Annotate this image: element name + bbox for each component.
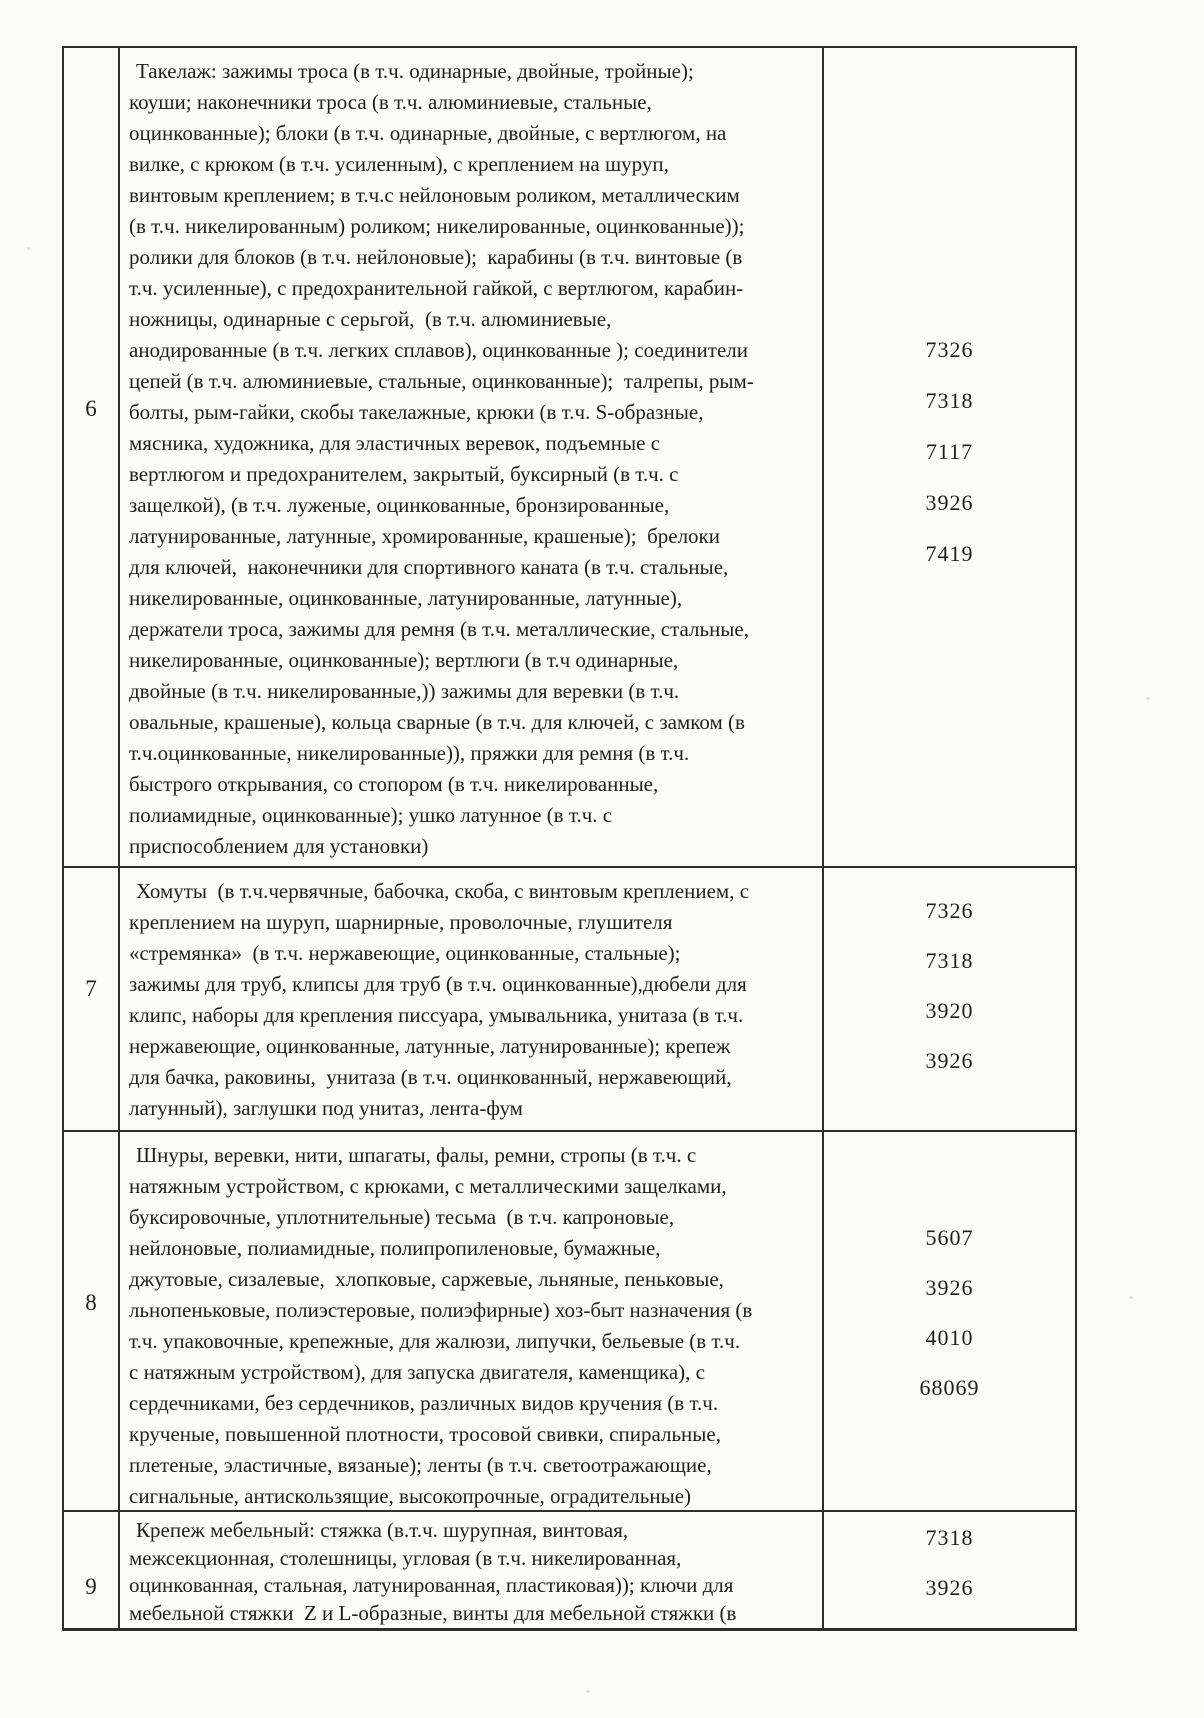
description-line: Такелаж: зажимы троса (в т.ч. одинарные, двойные, тройные); [136, 59, 694, 83]
code-value: 5607 [925, 1225, 974, 1250]
description-line: буксировочные, уплотнительные) тесьма (в т.ч. капроновые, [129, 1205, 675, 1229]
description-line: вилке, с крюком (в т.ч. усиленным), с креплением на шуруп, [129, 152, 669, 176]
code-value: 4010 [925, 1325, 974, 1350]
description-line: для бачка, раковины, унитаза (в т.ч. оцинкованный, нержавеющий, [129, 1065, 732, 1089]
description-line: анодированные (в т.ч. легких сплавов), оцинкованные ); соединители [129, 338, 748, 362]
description-line: нержавеющие, оцинкованные, латунные, латунированные); крепеж [129, 1034, 731, 1058]
table-row [64, 866, 1075, 1130]
description-line: крученые, повышенной плотности, тросовой свивки, спиральные, [129, 1422, 721, 1446]
row-codes [824, 1132, 1075, 1510]
description-line: плетеные, эластичные, вязаные); ленты (в т.ч. светоотражающие, [129, 1453, 712, 1477]
code-value: 3926 [925, 1275, 974, 1300]
row-description [118, 1132, 824, 1510]
row-number: 6 [85, 396, 97, 421]
row-description [118, 1512, 824, 1628]
description-line: с натяжным устройством), для запуска двигателя, каменщика), с [129, 1360, 705, 1384]
description-line: креплением на шуруп, шарнирные, проволочные, глушителя [129, 910, 673, 934]
description-line: «стремянка» (в т.ч. нержавеющие, оцинкованные, стальные); [129, 941, 681, 965]
description-line: цепей (в т.ч. алюминиевые, стальные, оцинкованные); талрепы, рым- [129, 369, 754, 393]
scan-speck [1146, 697, 1150, 700]
description-line: сердечниками, без сердечников, различных видов кручения (в т.ч. [129, 1391, 719, 1415]
description-line: коуши; наконечники троса (в т.ч. алюминиевые, стальные, [129, 90, 652, 114]
code-value: 7318 [925, 948, 974, 973]
code-value: 3926 [925, 1575, 974, 1600]
description-line: нейлоновые, полиамидные, полипропиленовые, бумажные, [129, 1236, 661, 1260]
description-line: Хомуты (в т.ч.червячные, бабочка, скоба, с винтовым креплением, с [136, 879, 750, 903]
scan-speck [1129, 1296, 1133, 1299]
code-value: 3926 [925, 1048, 974, 1073]
description-line: т.ч. упаковочные, крепежные, для жалюзи, липучки, бельевые (в т.ч. [129, 1329, 741, 1353]
description-line: зажимы для труб, клипсы для труб (в т.ч. оцинкованные),дюбели для [129, 972, 747, 996]
code-value: 3920 [925, 998, 974, 1023]
description-line: никелированные, оцинкованные); вертлюги (в т.ч одинарные, [129, 648, 679, 672]
description-line: т.ч.оцинкованные, никелированные)), пряжки для ремня (в т.ч. [129, 741, 690, 765]
description-line: мясника, художника, для эластичных веревок, подъемные с [129, 431, 661, 455]
description-line: полиамидные, оцинкованные); ушко латунное (в т.ч. с [129, 803, 613, 827]
row-number: 9 [85, 1574, 97, 1599]
description-line: ножницы, одинарные с серьгой, (в т.ч. алюминиевые, [129, 307, 612, 331]
scan-speck [586, 1690, 590, 1693]
scan-speck [27, 247, 30, 250]
code-value: 7326 [925, 898, 974, 923]
description-line: двойные (в т.ч. никелированные,)) зажимы для веревки (в т.ч. [129, 679, 680, 703]
description-line: оцинкованные); блоки (в т.ч. одинарные, двойные, с вертлюгом, на [129, 121, 727, 145]
description-line: для ключей, наконечники для спортивного каната (в т.ч. стальные, [129, 555, 729, 579]
code-value: 7318 [925, 1525, 974, 1550]
description-line: болты, рым-гайки, скобы такелажные, крюки (в т.ч. S-образные, [129, 400, 704, 424]
description-line: клипс, наборы для крепления писсуара, умывальника, унитаза (в т.ч. [129, 1003, 744, 1027]
table-row [64, 1130, 1075, 1510]
row-codes [824, 1512, 1075, 1628]
code-value: 7117 [925, 439, 974, 464]
description-line: приспособлением для установки) [129, 834, 429, 858]
description-line: Шнуры, веревки, нити, шпагаты, фалы, ремни, стропы (в т.ч. с [136, 1143, 697, 1167]
table-row [64, 48, 1075, 866]
row-codes [824, 48, 1075, 866]
description-line: овальные, крашеные), кольца сварные (в т.ч. для ключей, с замком (в [129, 710, 745, 734]
code-value: 7318 [925, 388, 974, 413]
description-line: держатели троса, зажимы для ремня (в т.ч. металлические, стальные, [129, 617, 749, 641]
table-row [64, 1510, 1075, 1628]
description-line: латунный), заглушки под унитаз, лента-фум [129, 1096, 523, 1120]
description-line: джутовые, сизалевые, хлопковые, саржевые, льняные, пеньковые, [129, 1267, 724, 1291]
code-value: 68069 [919, 1375, 980, 1400]
description-line: межсекционная, столешницы, угловая (в т.ч. никелированная, [129, 1545, 682, 1570]
description-line: (в т.ч. никелированным) роликом; никелированные, оцинкованные)); [129, 214, 745, 238]
row-description [118, 48, 824, 866]
description-line: ролики для блоков (в т.ч. нейлоновые); карабины (в т.ч. винтовые (в [129, 245, 743, 269]
description-line: вертлюгом и предохранителем, закрытый, буксирный (в т.ч. с [129, 462, 679, 486]
code-value: 3926 [925, 490, 974, 515]
row-number: 7 [85, 976, 97, 1001]
description-line: латунированные, латунные, хромированные, крашеные); брелоки [129, 524, 720, 548]
description-line: сигнальные, антискользящие, высокопрочные, оградительные) [129, 1484, 692, 1508]
description-line: никелированные, оцинкованные, латунированные, латунные), [129, 586, 683, 610]
description-line: оцинкованная, стальная, латунированная, пластиковая)); ключи для [129, 1573, 734, 1597]
row-number: 8 [85, 1290, 97, 1315]
description-line: винтовым креплением; в т.ч.с нейлоновым роликом, металлическим [129, 183, 740, 207]
description-line: защелкой), (в т.ч. луженые, оцинкованные, бронзированные, [129, 493, 670, 517]
codes-table [62, 46, 1077, 1631]
description-line: т.ч. усиленные), с предохранительной гайкой, с вертлюгом, карабин- [129, 276, 744, 300]
code-value: 7419 [925, 541, 974, 566]
description-line: мебельной стяжки Z и L-образные, винты для мебельной стяжки (в [129, 1600, 737, 1625]
row-description [118, 868, 824, 1130]
description-line: льнопеньковые, полиэстеровые, полиэфирные) хоз-быт назначения (в [129, 1298, 753, 1322]
description-line: натяжным устройством, с крюками, с металлическими защелками, [129, 1174, 727, 1198]
description-line: Крепеж мебельный: стяжка (в.т.ч. шурупная, винтовая, [136, 1518, 629, 1542]
row-codes [824, 868, 1075, 1130]
code-value: 7326 [925, 337, 974, 362]
description-line: быстрого открывания, со стопором (в т.ч. никелированные, [129, 772, 659, 796]
